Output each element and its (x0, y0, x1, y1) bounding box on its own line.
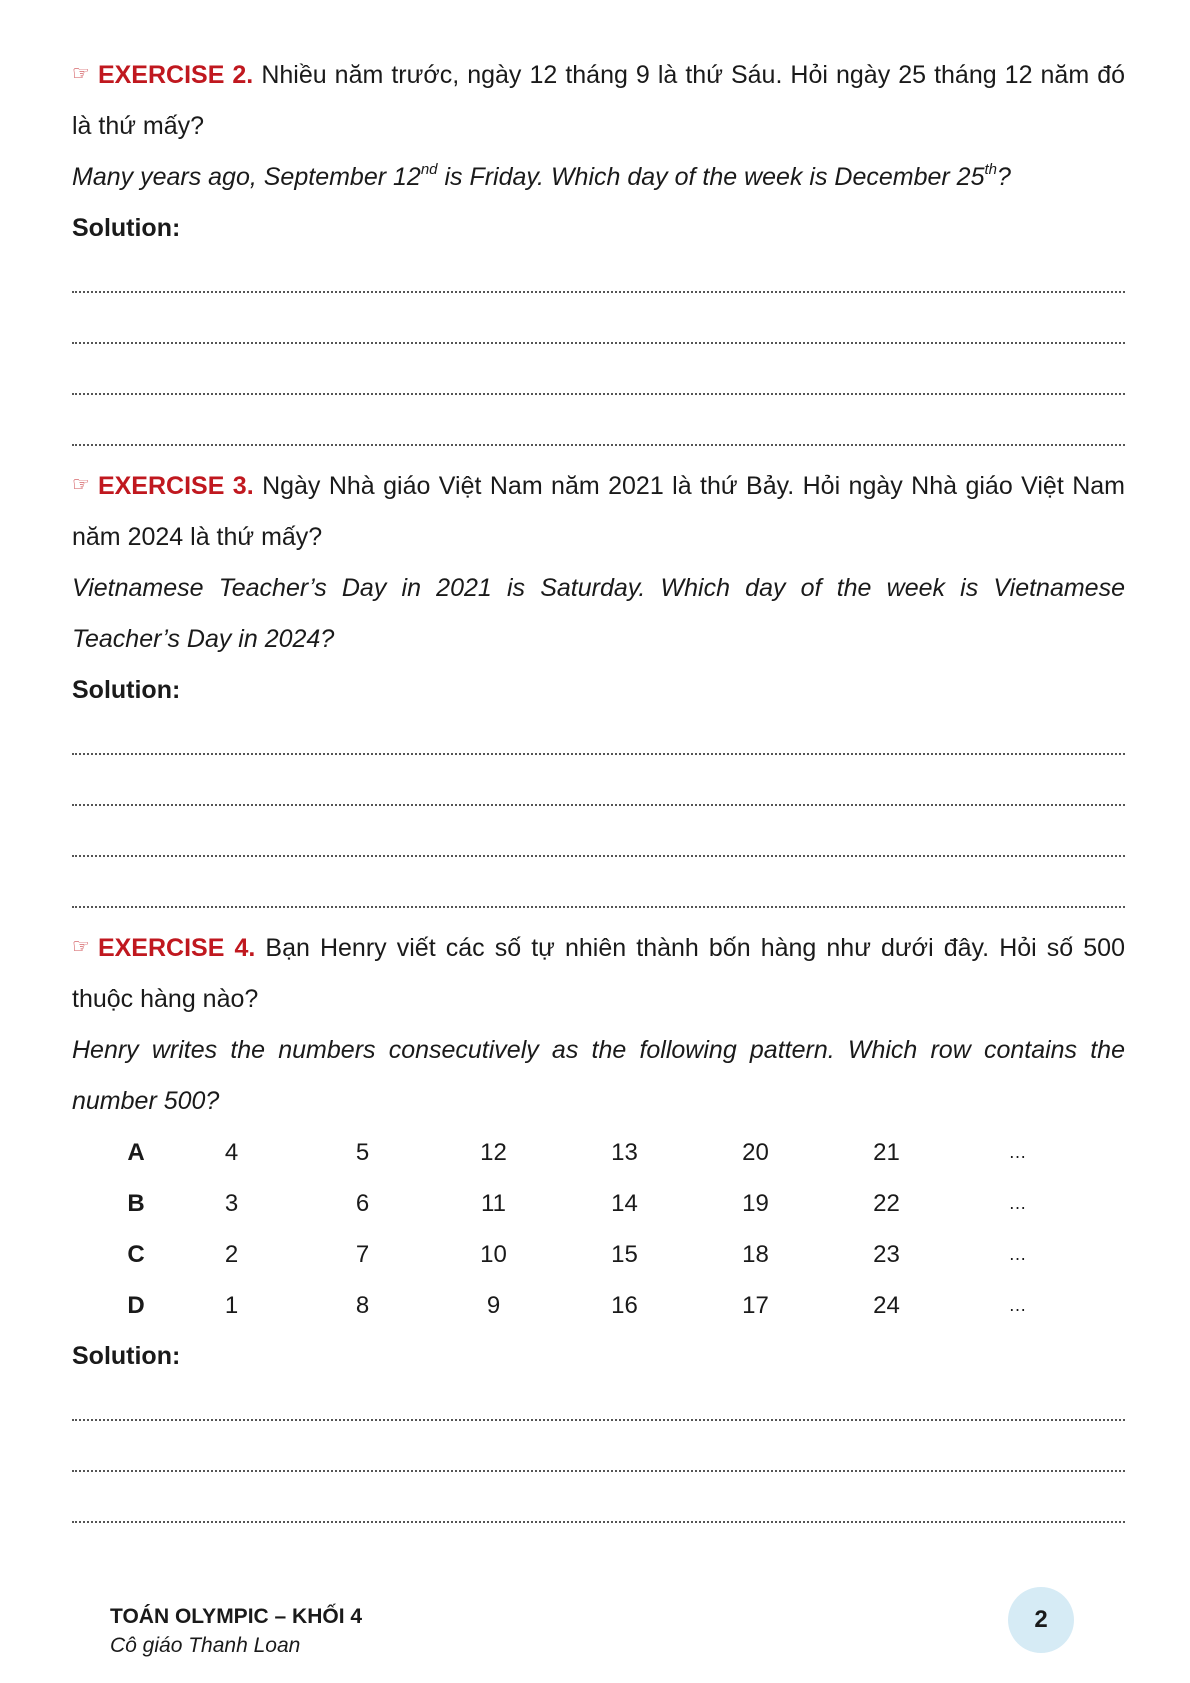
table-cell: … (1008, 1142, 1027, 1162)
table-cell: 22 (873, 1189, 900, 1217)
exercise-2-vi-line2: là thứ mấy? (72, 112, 205, 140)
table-cell: 10 (480, 1240, 507, 1268)
answer-line[interactable] (72, 407, 1125, 458)
table-row (106, 1178, 1083, 1229)
answer-line[interactable] (72, 716, 1125, 767)
table-row (106, 1127, 1083, 1178)
table-cell: 11 (481, 1189, 506, 1217)
table-cell: 4 (224, 1138, 239, 1166)
exercise-3-en-line2: Teacher’s Day in 2024? (72, 625, 335, 653)
table-cell: 6 (355, 1189, 370, 1217)
table-cell: 7 (355, 1240, 370, 1268)
row-label: D (127, 1291, 145, 1319)
table-cell: … (1008, 1193, 1027, 1213)
pointing-hand-icon: ☞ (72, 936, 90, 958)
table-row (106, 1280, 1083, 1331)
page-number-badge: 2 (1008, 1587, 1074, 1653)
table-cell: … (1008, 1244, 1027, 1264)
exercise-2-label: EXERCISE 2. (97, 61, 254, 89)
table-cell: 20 (742, 1138, 769, 1166)
table-cell: 21 (873, 1138, 900, 1166)
exercise-4-vi-line1: ☞ EXERCISE 4. Bạn Henry viết các số tự nhiên thành bốn hàng như dưới đây. Hỏi số 500 (72, 934, 1125, 962)
page-footer (110, 1602, 362, 1660)
table-row (106, 1229, 1083, 1280)
table-cell: … (1008, 1295, 1027, 1315)
exercise-3-solution-heading: Solution: (72, 676, 181, 704)
table-cell: 13 (611, 1138, 638, 1166)
exercise-2-vi-line1: ☞ EXERCISE 2. Nhiều năm trước, ngày 12 tháng 9 là thứ Sáu. Hỏi ngày 25 tháng 12 năm đó (72, 61, 1125, 89)
table-cell: 2 (224, 1240, 239, 1268)
table-cell: 1 (224, 1291, 239, 1319)
exercise-3-label: EXERCISE 3. (97, 472, 254, 500)
table-cell: 18 (742, 1240, 769, 1268)
exercise-4-vi-line2: thuộc hàng nào? (72, 985, 259, 1013)
pointing-hand-icon: ☞ (72, 474, 90, 496)
footer-author: Cô giáo Thanh Loan (110, 1634, 301, 1657)
worksheet-page (72, 50, 1125, 1535)
answer-line[interactable] (72, 1433, 1125, 1484)
table-cell: 5 (355, 1138, 370, 1166)
answer-line[interactable] (72, 1382, 1125, 1433)
answer-line[interactable] (72, 305, 1125, 356)
exercise-4-en-line1: Henry writes the numbers consecutively as the following pattern. Which row contains the (72, 1036, 1125, 1064)
exercise-2-en-text: Many years ago, September 12nd is Friday. Which day of the week is December 25th? (72, 160, 1011, 191)
table-cell: 19 (742, 1189, 769, 1217)
table-cell: 14 (611, 1189, 638, 1217)
number-pattern-table (106, 1127, 1083, 1331)
answer-line[interactable] (72, 818, 1125, 869)
table-cell: 17 (742, 1291, 769, 1319)
table-cell: 8 (355, 1291, 370, 1319)
exercise-2-solution-heading: Solution: (72, 214, 181, 242)
table-cell: 24 (873, 1291, 900, 1319)
exercise-4-en-line2: number 500? (72, 1087, 220, 1115)
footer-title: TOÁN OLYMPIC – KHỐI 4 (110, 1605, 363, 1628)
answer-line[interactable] (72, 767, 1125, 818)
answer-line[interactable] (72, 869, 1125, 920)
table-cell: 15 (611, 1240, 638, 1268)
row-label: C (127, 1240, 145, 1268)
exercise-4-label: EXERCISE 4. (97, 934, 256, 962)
exercise-3-vi-line1: ☞ EXERCISE 3. Ngày Nhà giáo Việt Nam năm 2021 là thứ Bảy. Hỏi ngày Nhà giáo Việt Nam (72, 472, 1125, 500)
exercise-4-solution-heading: Solution: (72, 1342, 181, 1370)
answer-line[interactable] (72, 254, 1125, 305)
table-cell: 3 (224, 1189, 239, 1217)
answer-line[interactable] (72, 1484, 1125, 1535)
table-cell: 12 (480, 1138, 507, 1166)
row-label: A (127, 1138, 145, 1166)
answer-line[interactable] (72, 356, 1125, 407)
table-cell: 16 (611, 1291, 638, 1319)
exercise-3-vi-line2: năm 2024 là thứ mấy? (72, 523, 323, 551)
table-cell: 23 (873, 1240, 900, 1268)
exercise-3-en-line1: Vietnamese Teacher’s Day in 2021 is Saturday. Which day of the week is Vietnamese (72, 574, 1125, 602)
pointing-hand-icon: ☞ (72, 63, 90, 85)
table-cell: 9 (486, 1291, 501, 1319)
row-label: B (127, 1189, 145, 1217)
